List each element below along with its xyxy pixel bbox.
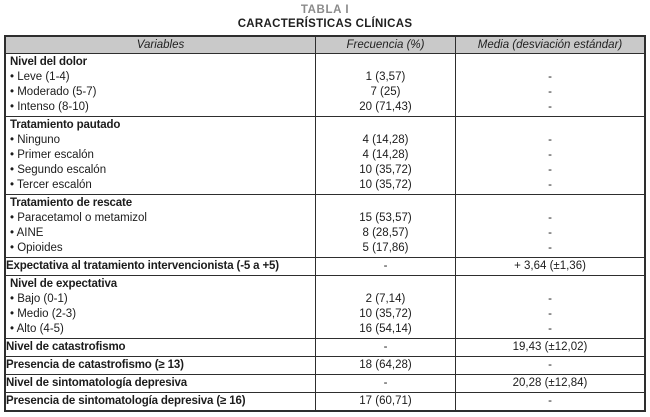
row-item-label: • Medio (2-3): [10, 308, 77, 320]
freq-value: -: [383, 260, 388, 272]
freq-value: 4 (14,28): [362, 134, 409, 146]
column-header-variables: Variables: [6, 37, 316, 54]
media-value: -: [548, 242, 552, 254]
freq-value: 17 (60,71): [359, 395, 412, 407]
row-item-label: • Ninguno: [10, 134, 61, 146]
clinical-characteristics-table: [4, 35, 646, 412]
media-value: -: [548, 212, 552, 224]
media-value: + 3,64 (±1,36): [514, 260, 586, 272]
media-value: -: [548, 227, 552, 239]
table-row: [6, 357, 644, 375]
table-number-title: TABLA I: [300, 4, 350, 16]
media-value: 20,28 (±12,84): [512, 377, 588, 389]
row-item-label: • Segundo escalón: [10, 164, 107, 176]
media-value: -: [548, 71, 552, 83]
row-item-label: • AINE: [10, 227, 44, 239]
row-item-label: • Bajo (0-1): [10, 293, 68, 305]
table-row: [6, 117, 644, 195]
media-value: -: [548, 179, 552, 191]
media-value: -: [548, 293, 552, 305]
row-header: Expectativa al tratamiento intervencionista (-5 a +5): [6, 260, 279, 272]
table-row: [6, 54, 644, 117]
row-header: Nivel de sintomatología depresiva: [6, 377, 188, 389]
row-item-label: • Tercer escalón: [10, 179, 92, 191]
freq-value: 10 (35,72): [359, 164, 412, 176]
column-header-frecuencia: Frecuencia (%): [316, 37, 456, 54]
table-row: [6, 195, 644, 258]
table-row: [6, 258, 644, 276]
table-row: [6, 276, 644, 339]
freq-value: 5 (17,86): [362, 242, 409, 254]
freq-value: 4 (14,28): [362, 149, 409, 161]
row-header: Tratamiento pautado: [10, 119, 121, 131]
media-value: -: [548, 395, 552, 407]
row-item-label: • Moderado (5-7): [10, 86, 97, 98]
table-header-row: [6, 37, 644, 54]
freq-value: -: [383, 377, 388, 389]
media-value: 19,43 (±12,02): [512, 341, 588, 353]
table-row: [6, 375, 644, 393]
row-item-label: • Leve (1-4): [10, 71, 70, 83]
row-item-label: • Opioides: [10, 242, 63, 254]
table-row: [6, 393, 644, 410]
table-title-block: [0, 0, 650, 31]
row-item-label: • Paracetamol o metamizol: [10, 212, 147, 224]
freq-value: 8 (28,57): [362, 227, 409, 239]
row-header: Nivel del dolor: [10, 56, 87, 68]
media-value: -: [548, 134, 552, 146]
row-item-label: • Primer escalón: [10, 149, 94, 161]
freq-value: 20 (71,43): [359, 101, 412, 113]
freq-value: 10 (35,72): [359, 308, 412, 320]
freq-value: 2 (7,14): [365, 293, 406, 305]
row-header: Nivel de expectativa: [10, 278, 117, 290]
media-value: -: [548, 164, 552, 176]
freq-value: -: [383, 341, 388, 353]
table-subtitle: CARACTERÍSTICAS CLÍNICAS: [237, 18, 413, 30]
column-header-media: Media (desviación estándar): [477, 38, 623, 51]
media-value: -: [548, 359, 552, 371]
row-header: Presencia de sintomatología depresiva (≥ 16): [6, 395, 246, 407]
media-value: -: [548, 149, 552, 161]
media-value: -: [548, 323, 552, 335]
freq-value: 18 (64,28): [359, 359, 412, 371]
freq-value: 10 (35,72): [359, 179, 412, 191]
row-header: Nivel de catastrofismo: [6, 341, 126, 353]
media-value: -: [548, 308, 552, 320]
freq-value: 7 (25): [370, 86, 401, 98]
table-row: [6, 339, 644, 357]
row-item-label: • Alto (4-5): [10, 323, 64, 335]
freq-value: 15 (53,57): [359, 212, 412, 224]
media-value: -: [548, 86, 552, 98]
media-value: -: [548, 101, 552, 113]
freq-value: 16 (54,14): [359, 323, 412, 335]
freq-value: 1 (3,57): [365, 71, 406, 83]
row-item-label: • Intenso (8-10): [10, 101, 89, 113]
row-header: Presencia de catastrofismo (≥ 13): [6, 359, 184, 371]
row-header: Tratamiento de rescate: [10, 197, 132, 209]
